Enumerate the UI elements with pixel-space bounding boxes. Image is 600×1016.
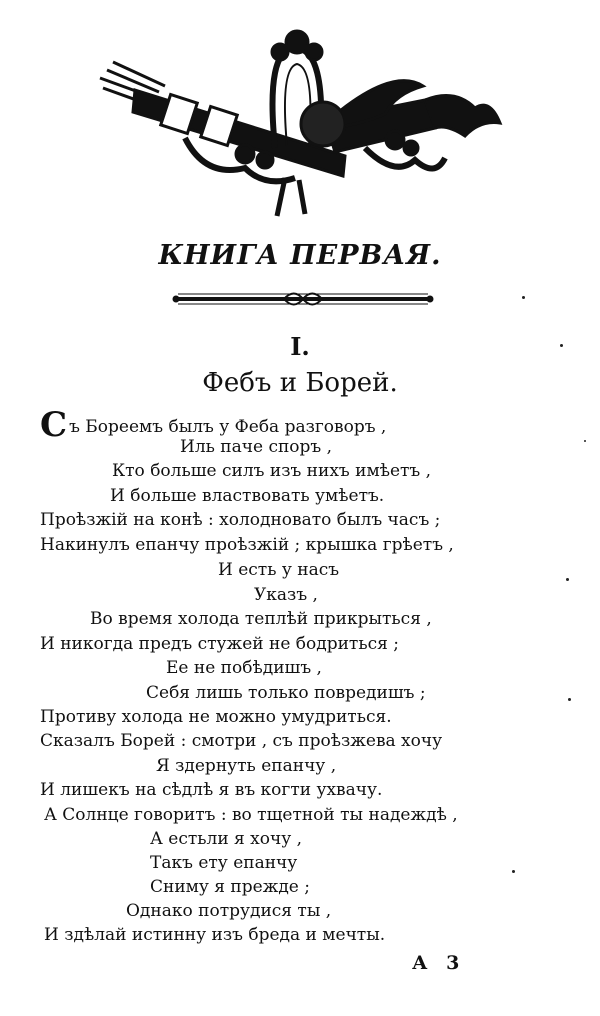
ornamental-rule: [172, 288, 434, 310]
poem-line: Кто больше силъ изъ нихъ имѣетъ ,: [112, 461, 432, 481]
poem-line: Я здернуть епанчу ,: [156, 756, 337, 776]
poem-line: Сказалъ Борей : смотри , съ проѣзжева хочу: [40, 731, 443, 751]
poem-line: И никогда предъ стужей не бодриться ;: [40, 634, 399, 654]
drop-cap: С: [40, 405, 68, 445]
poem-line-text: ъ Бореемъ былъ у Феба разговоръ ,: [69, 417, 387, 437]
book-title: КНИГА ПЕРВАЯ.: [158, 240, 442, 271]
print-speck: [522, 296, 525, 299]
poem-line: Такъ ету епанчу: [150, 853, 298, 873]
poem-line: Ее не побѣдишъ ,: [166, 658, 322, 678]
poem-line: Иль паче споръ ,: [180, 437, 333, 457]
poem-line: Однако потрудися ты ,: [126, 901, 332, 921]
poem-line: Противу холода не можно умудриться.: [40, 707, 392, 727]
poem-line: И есть у насъ: [218, 560, 340, 580]
print-speck: [584, 440, 586, 442]
print-speck: [512, 870, 515, 873]
signature-mark: А 3: [412, 952, 466, 974]
vignette-ornament: [95, 28, 505, 218]
print-speck: [560, 344, 563, 347]
poem-line: Накинулъ епанчу проѣзжій ; крышка грѣетъ ,: [40, 535, 454, 555]
poem-line: А естьли я хочу ,: [150, 829, 303, 849]
poem-line: [40, 405, 387, 445]
poem-line: Себя лишь только повредишъ ;: [146, 683, 426, 703]
poem-line: И здѣлай истинну изъ бреда и мечты.: [44, 925, 386, 945]
print-speck: [568, 698, 571, 701]
poem-line: И лишекъ на сѣдлѣ я въ когти ухвачу.: [40, 780, 383, 800]
poem-line: Сниму я прежде ;: [150, 877, 310, 897]
print-speck: [566, 578, 569, 581]
poem-line: Проѣзжій на конѣ : холодновато былъ часъ ;: [40, 510, 441, 530]
poem-line: И больше властвовать умѣетъ.: [110, 486, 385, 506]
fable-title: Фебъ и Борей.: [202, 368, 398, 398]
fable-number: I.: [290, 332, 310, 361]
poem-line: Указъ ,: [254, 585, 318, 605]
poem-line: А Солнце говоритъ : во тщетной ты надеждѣ ,: [44, 805, 458, 825]
poem-line: Во время холода теплѣй прикрыться ,: [90, 609, 432, 629]
